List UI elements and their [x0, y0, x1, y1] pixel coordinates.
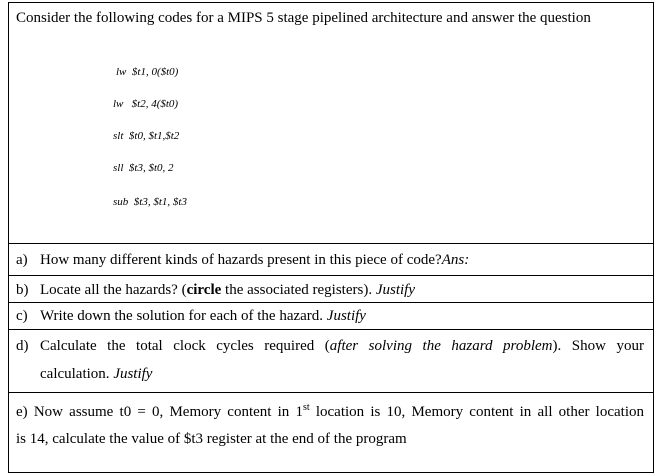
question-c-text: Write down the solution for each of the hazard. — [40, 308, 327, 324]
code-line-5: sub $t3, $t1, $t3 — [113, 196, 187, 208]
divider — [8, 392, 654, 393]
question-a — [16, 252, 469, 269]
question-b-label: b) — [16, 282, 29, 298]
question-d-italic: after solving the hazard problem — [329, 338, 553, 354]
frame-bottom-border — [8, 472, 654, 473]
divider — [8, 243, 654, 244]
question-b — [16, 282, 415, 299]
question-c-label: c) — [16, 308, 28, 324]
question-c — [16, 308, 366, 325]
question-frame — [8, 2, 654, 473]
question-c-justify: Justify — [326, 308, 366, 324]
question-b-text-pre: Locate all the hazards? ( — [40, 282, 187, 298]
question-d-calculation: calculation. — [40, 366, 114, 382]
question-b-justify: Justify — [375, 282, 415, 298]
code-line-3: slt $t0, $t1,$t2 — [113, 130, 180, 142]
question-header: Consider the following codes for a MIPS 5 stage pipelined architecture and answer the question — [16, 10, 591, 26]
divider — [8, 329, 654, 330]
question-a-label: a) — [16, 252, 28, 268]
divider — [8, 302, 654, 303]
question-d-text-post: ). Show your — [552, 338, 644, 354]
question-d-justify: Justify — [113, 366, 153, 382]
question-d-text-pre: Calculate the total clock cycles required ( — [40, 338, 330, 354]
question-b-bold: circle — [186, 282, 222, 298]
code-line-1: lw $t1, 0($t0) — [116, 66, 179, 78]
question-b-text-post: the associated registers). — [221, 282, 376, 298]
question-d-line-1 — [40, 338, 644, 355]
question-e-text-pre: e) Now assume t0 = 0, Memory content in 1 — [16, 404, 303, 420]
question-d-label: d) — [16, 338, 29, 354]
question-d-line-2 — [40, 366, 152, 383]
question-a-ans: Ans: — [441, 252, 470, 268]
question-e-text-post: location is 10, Memory content in all other location — [309, 404, 644, 420]
question-e-superscript: st — [302, 402, 310, 413]
question-e-line-1 — [16, 404, 644, 421]
code-line-4: sll $t3, $t0, 2 — [113, 162, 174, 174]
question-e-line-2: is 14, calculate the value of $t3 register at the end of the program — [16, 431, 407, 447]
question-a-text: How many different kinds of hazards present in this piece of code? — [40, 252, 442, 268]
code-line-2: lw $t2, 4($t0) — [113, 98, 179, 110]
divider — [8, 275, 654, 276]
